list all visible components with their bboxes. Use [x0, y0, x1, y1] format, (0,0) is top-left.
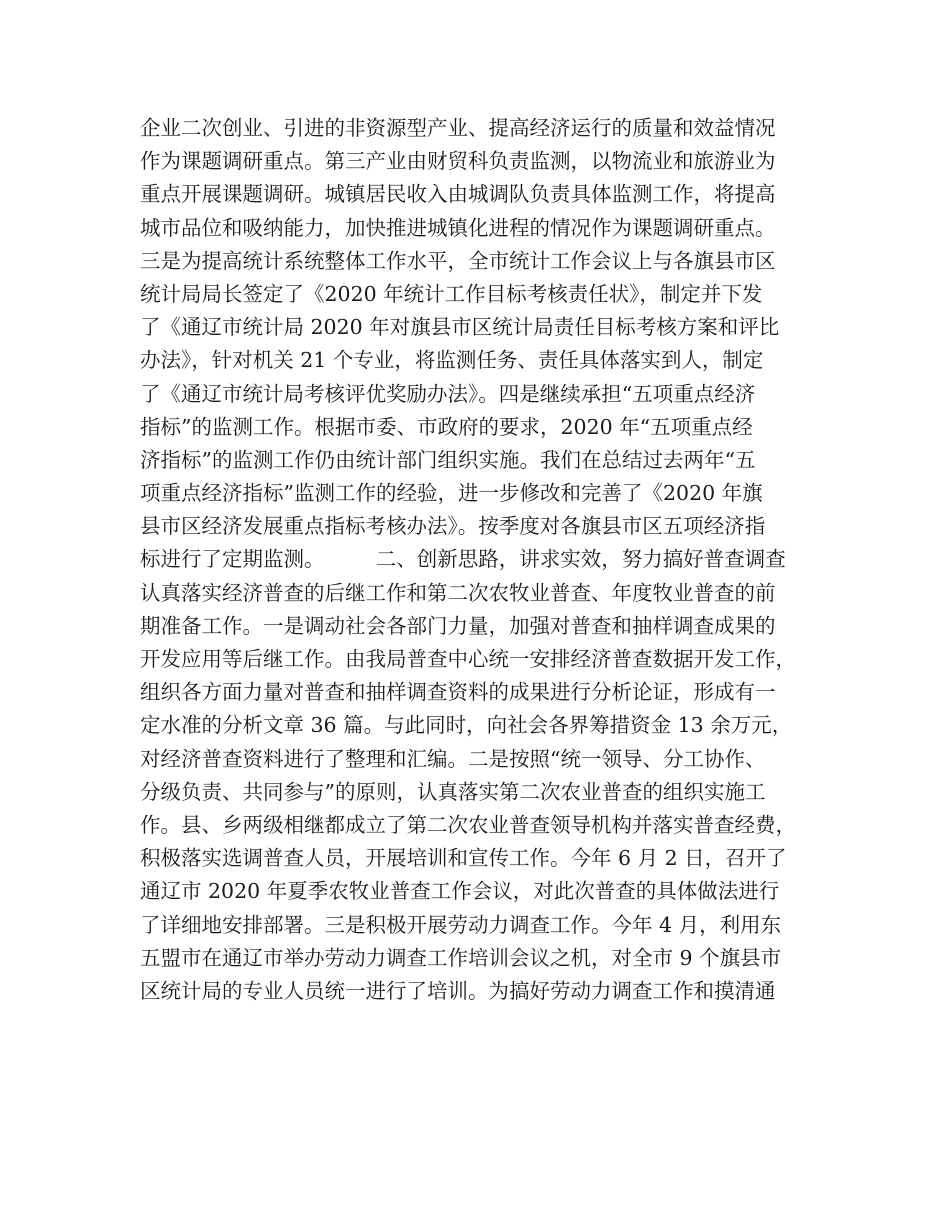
body-text [140, 112, 830, 1008]
text-line: 项重点经济指标”监测工作的经验，进一步修改和完善了《2020 年旗 [140, 481, 763, 506]
text-line: 通辽市 2020 年夏季农牧业普查工作会议，对此次普查的具体做法进行 [140, 879, 780, 904]
text-line: 作。县、乡两级相继都成立了第二次农业普查领导机构并落实普查经费， [140, 812, 796, 837]
text-line: 济指标”的监测工作仍由统计部门组织实施。我们在总结过去两年“五 [140, 447, 756, 472]
text-line: 分级负责、共同参与”的原则，认真落实第二次农业普查的组织实施工 [140, 779, 766, 804]
text-line: 定水准的分析文章 36 篇。与此同时，向社会各界筹措资金 13 余万元， [140, 713, 793, 738]
text-line: 了详细地安排部署。三是积极开展劳动力调查工作。今年 4 月，利用东 [140, 912, 782, 937]
text-line: 五盟市在通辽市举办劳动力调查工作培训会议之机，对全市 9 个旗县市 [140, 945, 782, 970]
text-line: 企业二次创业、引进的非资源型产业、提高经济运行的质量和效益情况 [140, 116, 776, 140]
text-line: 了《通辽市统计局 2020 年对旗县市区统计局责任目标考核方案和评比 [140, 315, 780, 340]
text-line: 了《通辽市统计局考核评优奖励办法》。四是继续承担“五项重点经济 [140, 381, 756, 406]
text-line: 积极落实选调普查人员，开展培训和宣传工作。今年 6 月 2 日，召开了 [140, 846, 787, 871]
text-line: 组织各方面力量对普查和抽样调查资料的成果进行分析论证，形成有一 [140, 680, 776, 705]
text-line: 县市区经济发展重点指标考核办法》。按季度对各旗县市区五项经济指 [140, 514, 766, 539]
text-line: 标进行了定期监测。 二、创新思路，讲求实效，努力搞好普查调查 [140, 547, 786, 572]
text-line: 统计局局长签定了《2020 年统计工作目标考核责任状》，制定并下发 [140, 281, 763, 306]
text-line: 指标”的监测工作。根据市委、市政府的要求，2020 年“五项重点经 [140, 414, 753, 439]
text-line: 对经济普查资料进行了整理和汇编。二是按照“统一领导、分工协作、 [140, 746, 766, 771]
text-line: 区统计局的专业人员统一进行了培训。为搞好劳动力调查工作和摸清通 [140, 978, 776, 1003]
text-line: 重点开展课题调研。城镇居民收入由城调队负责具体监测工作，将提高 [140, 182, 776, 207]
text-line: 认真落实经济普查的后继工作和第二次农牧业普查、年度牧业普查的前 [140, 580, 776, 605]
text-line: 办法》，针对机关 21 个专业，将监测任务、责任具体落实到人，制定 [140, 348, 764, 373]
text-line: 作为课题调研重点。第三产业由财贸科负责监测，以物流业和旅游业为 [140, 149, 776, 174]
text-line: 开发应用等后继工作。由我局普查中心统一安排经济普查数据开发工作， [140, 647, 796, 671]
text-line: 城市品位和吸纳能力，加快推进城镇化进程的情况作为课题调研重点。 [140, 215, 776, 240]
text-line: 期准备工作。一是调动社会各部门力量，加强对普查和抽样调查成果的 [140, 613, 776, 638]
text-line: 三是为提高统计系统整体工作水平，全市统计工作会议上与各旗县市区 [140, 248, 776, 273]
